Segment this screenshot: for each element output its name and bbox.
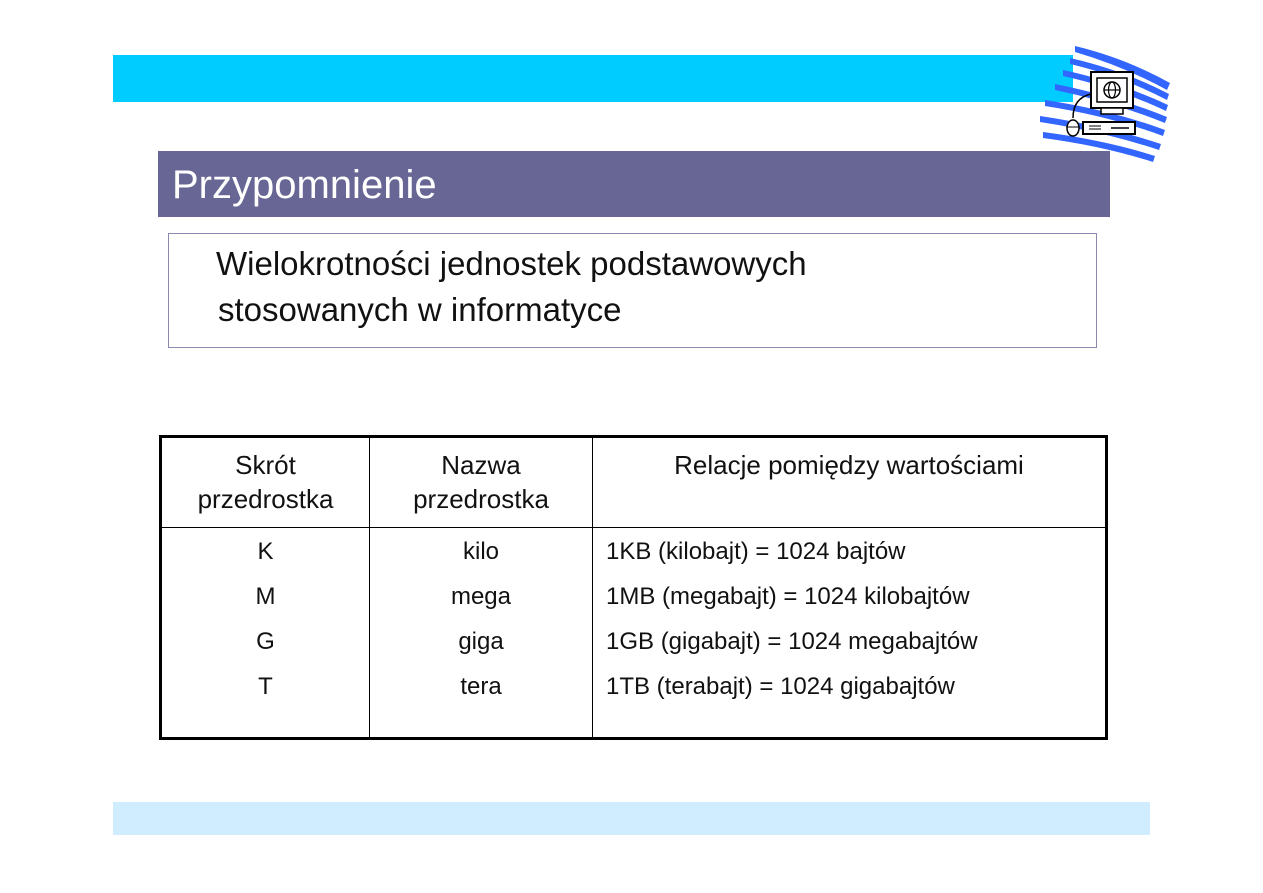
bottom-accent-bar	[113, 802, 1150, 835]
prefix-table	[159, 435, 1108, 740]
table-cell-name: mega	[450, 583, 512, 610]
table-cell-name: kilo	[462, 538, 499, 565]
computer-globe-icon	[1035, 38, 1175, 163]
subtitle-box	[168, 233, 1097, 348]
header-abbreviation-line-1: Skrót	[235, 450, 296, 480]
abbreviation-column	[161, 528, 370, 739]
header-abbreviation	[161, 437, 370, 528]
table-header-row	[161, 437, 1107, 528]
table-cell-abbr: G	[256, 628, 275, 655]
relation-column	[593, 528, 1107, 739]
subtitle-line-2: stosowanych w informatyce	[218, 291, 622, 328]
header-name-line-1: Nazwa	[441, 450, 521, 480]
subtitle-line-1: Wielokrotności jednostek podstawowych	[216, 245, 807, 282]
table-cell-relation: 1GB (gigabajt) = 1024 megabajtów	[606, 628, 978, 655]
header-relation	[593, 437, 1107, 528]
table-cell-abbr: K	[257, 538, 274, 565]
table-cell-relation: 1KB (kilobajt) = 1024 bajtów	[606, 538, 906, 565]
top-accent-bar	[113, 55, 1073, 102]
header-abbreviation-line-2: przedrostka	[197, 484, 334, 514]
table-body-row	[161, 528, 1107, 739]
name-column	[370, 528, 593, 739]
header-name-line-2: przedrostka	[413, 484, 549, 514]
table-cell-abbr: T	[258, 673, 273, 700]
header-relation-text: Relacje pomiędzy wartościami	[674, 450, 1024, 480]
table-cell-relation: 1TB (terabajt) = 1024 gigabajtów	[606, 673, 955, 700]
table-cell-name: giga	[458, 628, 504, 655]
table-cell-abbr: M	[255, 583, 276, 610]
table-cell-relation: 1MB (megabajt) = 1024 kilobajtów	[606, 583, 970, 610]
header-name	[370, 437, 593, 528]
slide-title: Przypomnienie	[172, 163, 437, 207]
table-cell-name: tera	[460, 673, 502, 700]
slide-title-bar	[158, 151, 1110, 217]
